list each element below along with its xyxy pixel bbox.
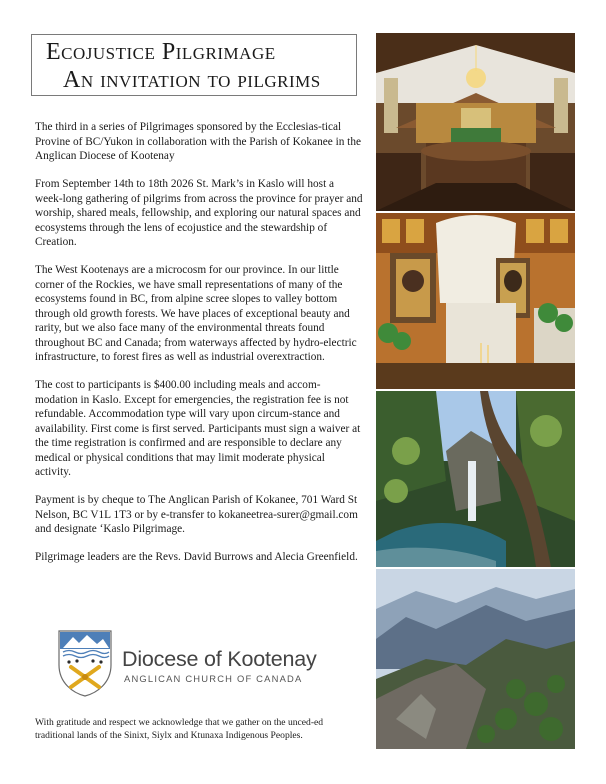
paragraph-intro: The third in a series of Pilgrimages sponsored by the Ecclesias-tical Provine of BC/Yukon in collaboration with the Parish of Kokanee in the Anglican Diocese of Kootenay <box>35 121 361 162</box>
diocese-name: Diocese of Kootenay <box>122 647 317 671</box>
land-acknowledgement: With gratitude and respect we acknowledge that we gather on the unced-ed traditional lands of the Sinixt, Siylx and Ktunaxa Indigenous Peoples. <box>35 717 324 741</box>
forest-waterfall-photo <box>376 391 575 567</box>
diocese-shield-icon <box>57 629 113 697</box>
paragraph-dates: From September 14th to 18th 2026 St. Mark’s in Kaslo will host a week-long gathering of pilgrims from across the province for prayer and worship, shared meals, fellowship, and exploring our natural spaces and ecosystems through the lens of ecojustice and the stewardship of Creation. <box>35 178 363 248</box>
body-text <box>35 120 363 578</box>
paragraph-cost: The cost to participants is $400.00 including meals and accom-modation in Kaslo. Except for emergencies, the registration fee is not refundable. Accommodation type will vary upon circum-stance and availability. First come is first served. Participants must sign a waiver at the time registration is confirmed and are responsible to declare any medical or physical conditions that may limit moderate physical activity. <box>35 379 361 478</box>
title-line-2: An invitation to pilgrims <box>63 67 321 93</box>
church-interior-photo <box>376 33 575 211</box>
church-subtitle: ANGLICAN CHURCH OF CANADA <box>124 673 303 684</box>
paragraph-kootenays: The West Kootenays are a microcosm for our province. In our little corner of the Rockies, we have small representations of many of the ecosystems found in BC, from alpine scree slopes to valley bottom through old growth forests. We have places of exceptional beauty and rarity, but we also face many of the environmental threats found throughout BC and Canada; from waterways affected by hydro-electric infrastructure, to forest fires as well as industrial overextraction. <box>35 264 357 363</box>
diocese-logo <box>57 629 327 699</box>
paragraph-leaders: Pilgrimage leaders are the Revs. David Burrows and Alecia Greenfield. <box>35 551 358 563</box>
title-box <box>31 34 357 96</box>
mountain-ridge-photo <box>376 569 575 749</box>
chapel-altar-photo <box>376 213 575 389</box>
paragraph-payment: Payment is by cheque to The Anglican Parish of Kokanee, 701 Ward St Nelson, BC V1L 1T3 or by e-transfer to kokaneetrea-surer@gmail.com and designate ‘Kaslo Pilgrimage. <box>35 494 358 535</box>
title-line-1: Ecojustice Pilgrimage <box>46 39 276 65</box>
